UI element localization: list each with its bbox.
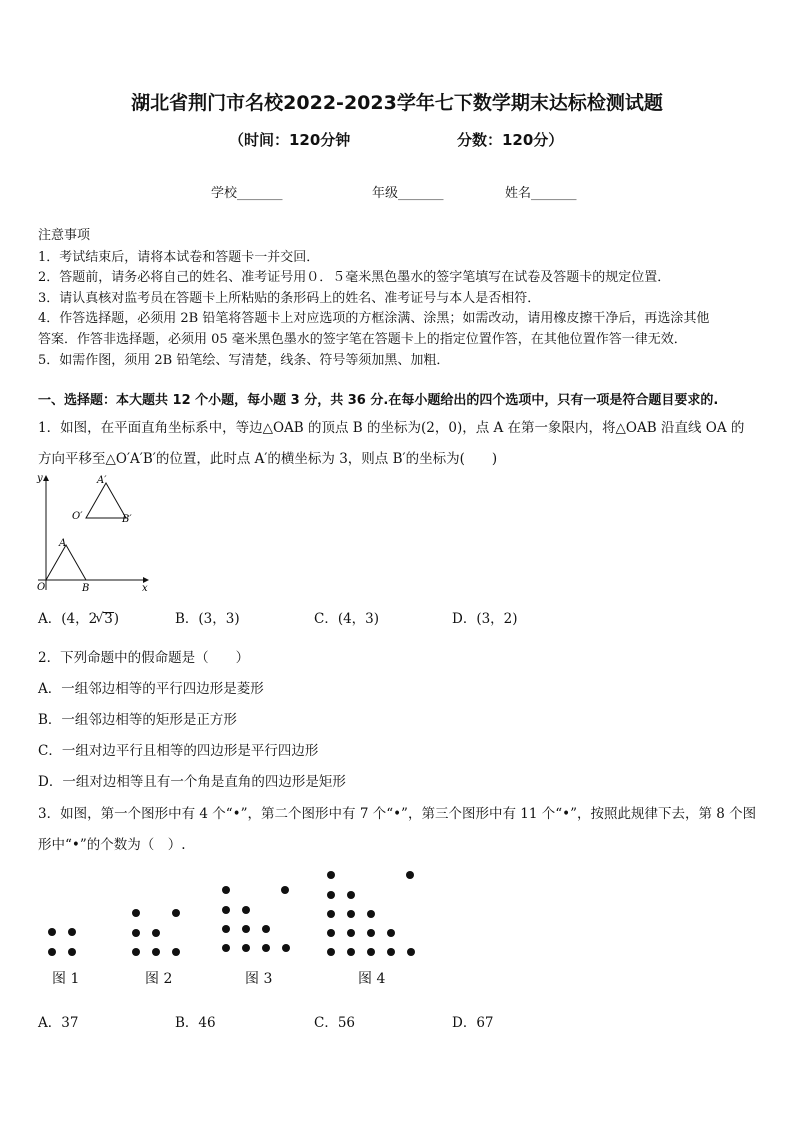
q3-stem-line2: 形中“•”的个数为（ ）.: [38, 837, 186, 853]
q1-stem-line2: 方向平移至△O′A′B′的位置，此时点 A′的横坐标为 3，则点 B′的坐标为( ): [38, 451, 498, 467]
exam-time: （时间：120分钟: [229, 131, 351, 149]
sqrt-symbol: √ 3: [103, 612, 114, 626]
label-a: A: [59, 538, 67, 549]
q1-option-d[interactable]: D．(3，2): [452, 611, 518, 627]
q1-stem-line1: 1．如图，在平面直角坐标系中，等边△OAB 的顶点 B 的坐标为(2，0)，点 A 在第一象限内，将△OAB 沿直线 OA 的: [38, 420, 745, 436]
triangle-oab: [46, 545, 86, 580]
figure-label-4: 图 4: [358, 971, 386, 987]
label-b-prime: B′: [122, 514, 132, 525]
q2-option-c[interactable]: C．一组对边平行且相等的四边形是平行四边形: [38, 743, 319, 759]
label-o: O: [37, 582, 46, 593]
q3-dot-pattern-figure: [40, 866, 430, 966]
q1-option-a-close: ): [113, 611, 120, 627]
notes-heading: 注意事项: [38, 228, 91, 243]
q3-option-d[interactable]: D．67: [452, 1015, 494, 1031]
q1-option-c[interactable]: C．(4，3): [314, 611, 380, 627]
q1-option-b[interactable]: B．(3，3): [175, 611, 240, 627]
triangle-oab-translated: [86, 483, 126, 518]
label-b: B: [82, 583, 90, 594]
label-o-prime: O′: [72, 511, 83, 522]
page-title: 湖北省荆门市名校2022-2023学年七下数学期末达标检测试题: [131, 92, 663, 114]
name-field[interactable]: 姓名_______: [505, 186, 577, 201]
figure-4-dots: [327, 871, 415, 956]
figure-3-dots: [222, 886, 290, 952]
figure-label-1: 图 1: [52, 971, 80, 987]
section-heading: 一、选择题：本大题共 12 个小题，每小题 3 分，共 36 分.在每小题给出的四个选项中，只有一项是符合题目要求的.: [38, 393, 719, 408]
q3-option-c[interactable]: C．56: [314, 1015, 356, 1031]
figure-label-2: 图 2: [145, 971, 173, 987]
figure-label-3: 图 3: [245, 971, 273, 987]
note-item: 1．考试结束后，请将本试卷和答题卡一并交回．: [38, 250, 320, 265]
figure-2-dots: [132, 909, 180, 956]
note-item: 答案．作答非选择题，必须用 05 毫米黑色墨水的签字笔在答题卡上的指定位置作答，在其他位置作答一律无效．: [38, 332, 687, 347]
grade-field[interactable]: 年级_______: [372, 186, 444, 201]
q1-coordinate-figure: [34, 470, 154, 596]
q2-option-b[interactable]: B．一组邻边相等的矩形是正方形: [38, 712, 237, 728]
axis-label-y: y: [37, 473, 43, 484]
q1-option-a[interactable]: [38, 607, 119, 627]
axis-label-x: x: [142, 583, 148, 594]
school-field[interactable]: 学校_______: [211, 186, 283, 201]
note-item: 3．请认真核对监考员在答题卡上所粘贴的条形码上的姓名、准考证号与本人是否相符．: [38, 291, 541, 306]
q2-option-d[interactable]: D．一组对边相等且有一个角是直角的四边形是矩形: [38, 774, 346, 790]
note-item: 4．作答选择题，必须用 2B 铅笔将答题卡上对应选项的方框涂满、涂黑；如需改动，请用橡皮擦干净后，再选涂其他: [38, 311, 710, 326]
q2-stem: 2．下列命题中的假命题是（ ）: [38, 650, 250, 666]
label-a-prime: A′: [97, 475, 107, 486]
figure-1-dots: [48, 928, 76, 956]
note-item: 5．如需作图，须用 2B 铅笔绘、写清楚，线条、符号等须加黑、加粗．: [38, 353, 450, 368]
q2-option-a[interactable]: A．一组邻边相等的平行四边形是菱形: [38, 681, 264, 697]
q3-option-b[interactable]: B．46: [175, 1015, 216, 1031]
exam-score: 分数：120分）: [457, 131, 564, 149]
note-item: 2．答题前，请务必将自己的姓名、准考证号用０．５毫米黑色墨水的签字笔填写在试卷及答题卡的规定位置．: [38, 270, 671, 285]
q3-stem-line1: 3．如图，第一个图形中有 4 个“•”，第二个图形中有 7 个“•”，第三个图形中有 11 个“•”，按照此规律下去，第 8 个图: [38, 806, 757, 822]
q1-option-a-text: A．(4，2: [38, 611, 98, 627]
q3-option-a[interactable]: A．37: [38, 1015, 79, 1031]
